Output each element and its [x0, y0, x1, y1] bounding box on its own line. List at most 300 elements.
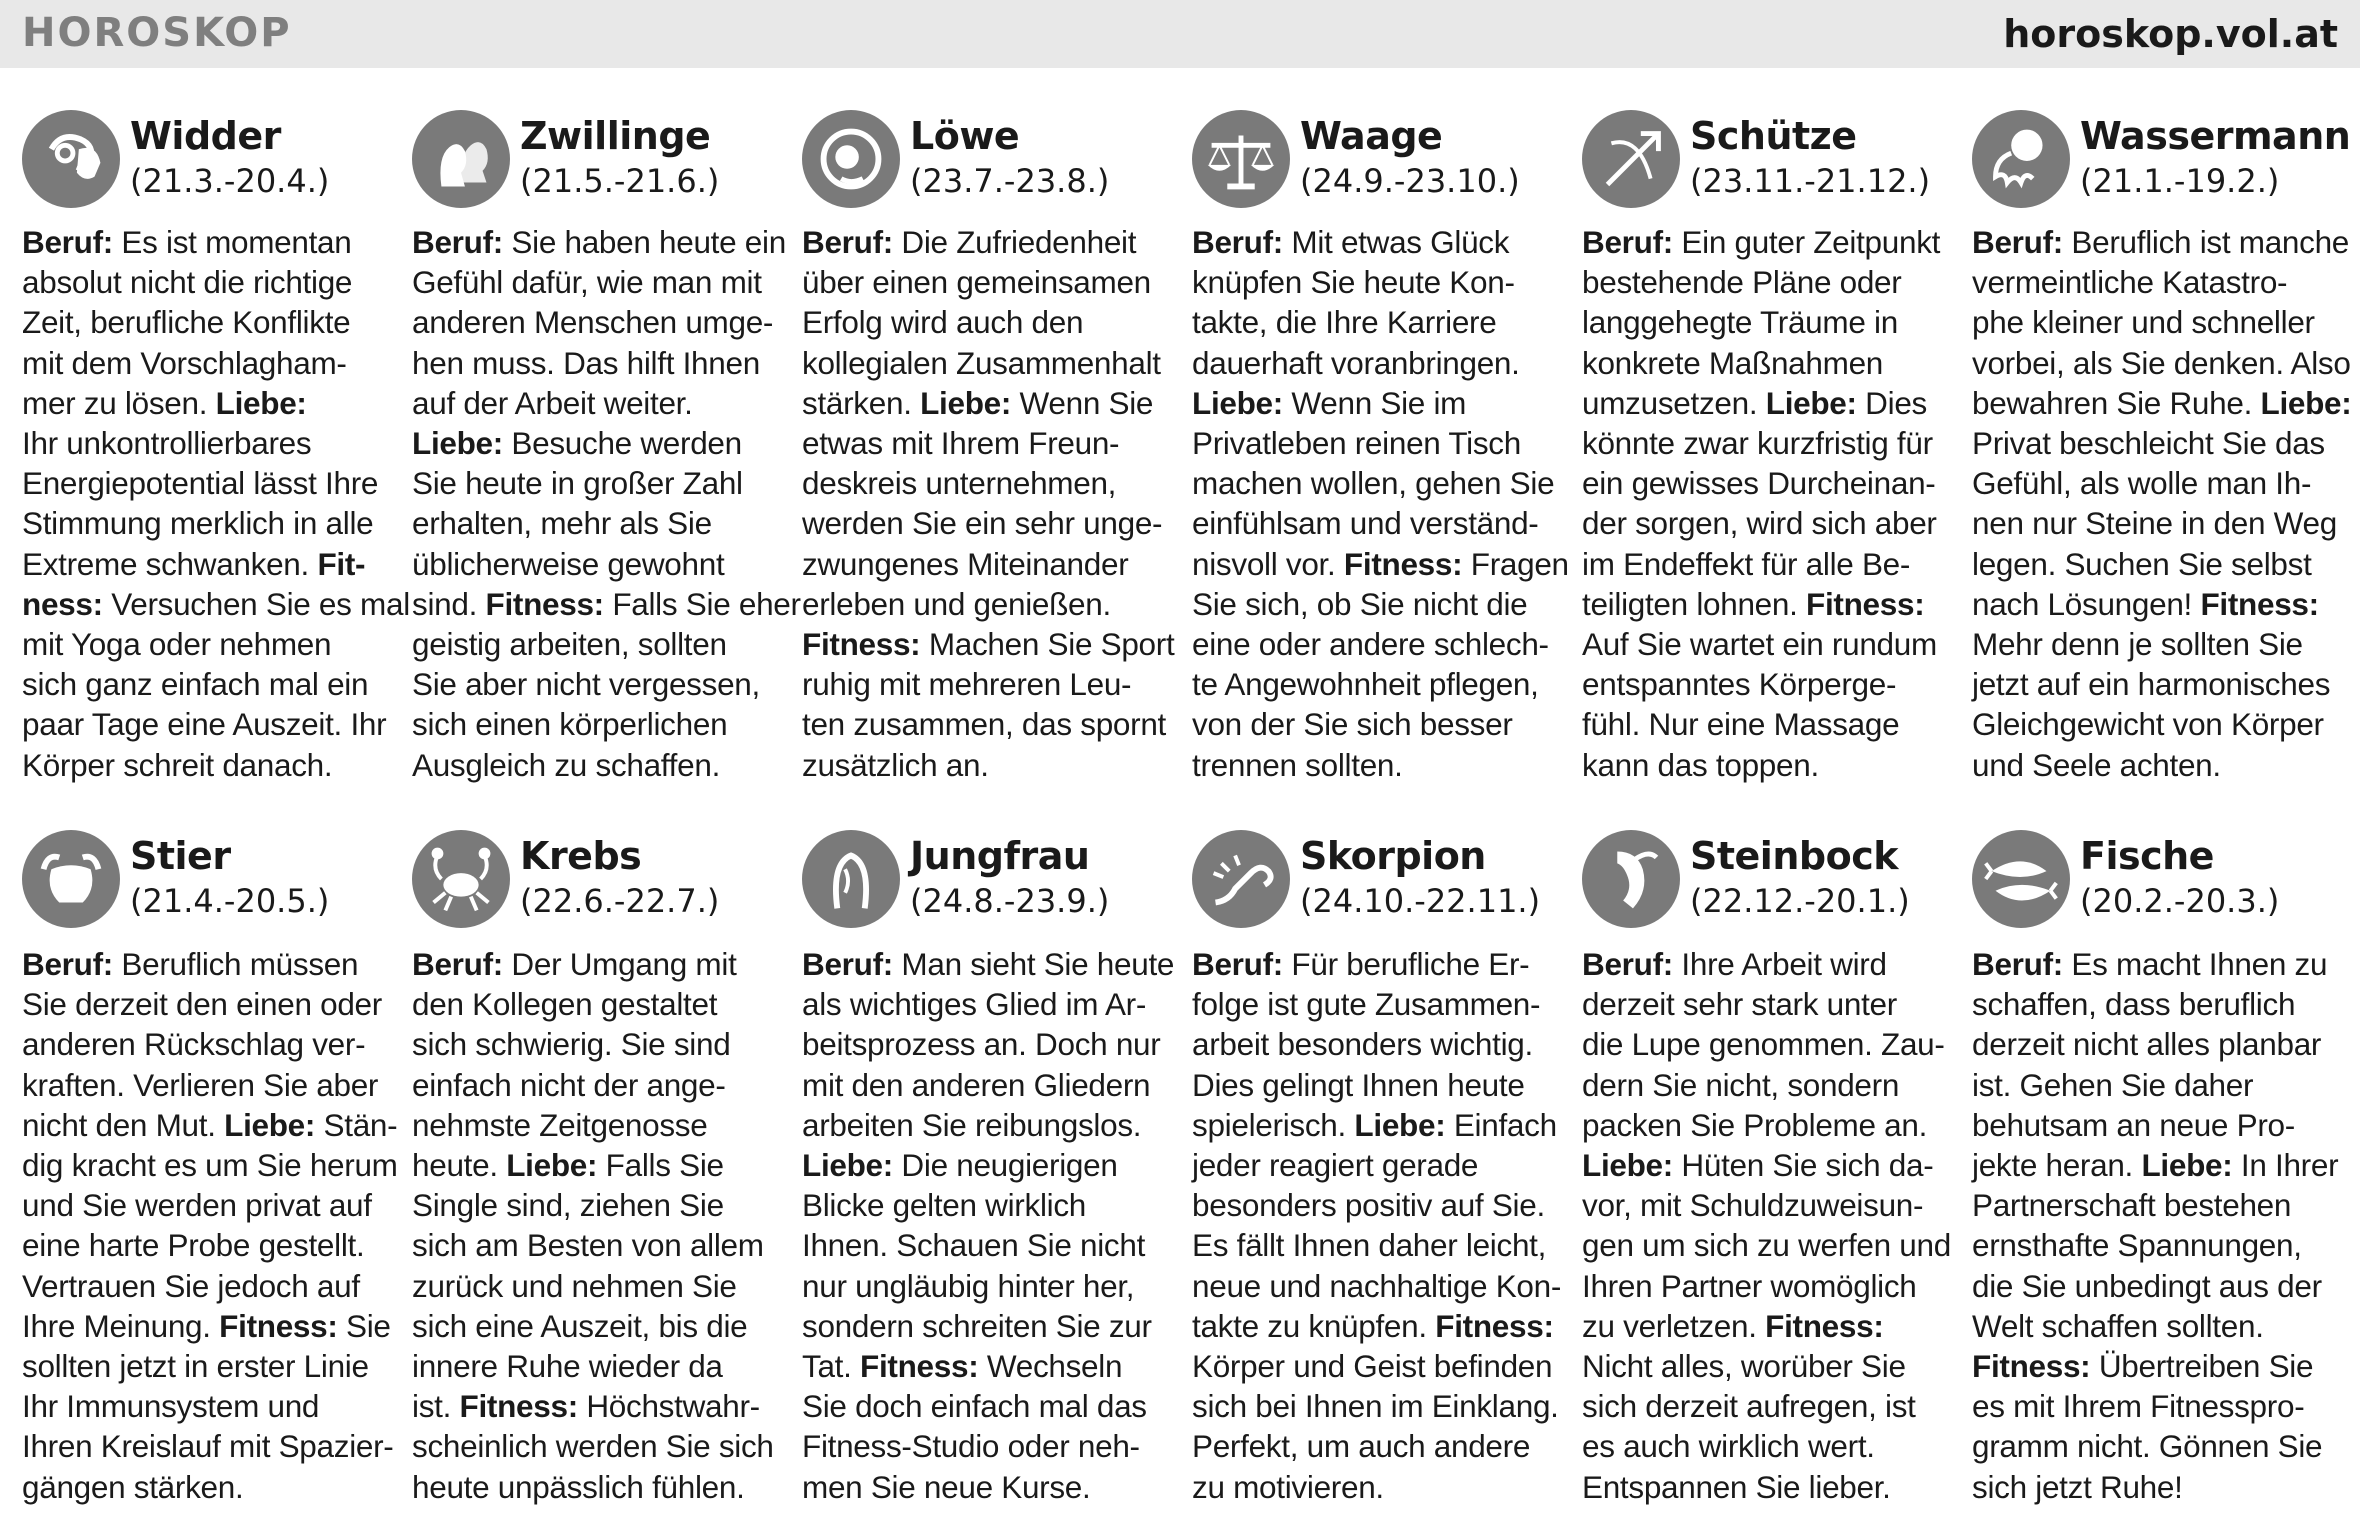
- text-line: [22, 383, 392, 423]
- text-segment: Fragen: [1462, 545, 1569, 582]
- category-label: Fitness:: [802, 626, 921, 663]
- text-line: [802, 544, 1172, 584]
- text-segment: kraften. Verlieren Sie aber: [22, 1066, 379, 1103]
- text-segment: arbeit besonders wichtig.: [1192, 1026, 1533, 1063]
- sign-name: Zwillinge: [520, 114, 711, 158]
- sign-header: [1972, 828, 2342, 934]
- text-segment: Ihnen. Schauen Sie nicht: [802, 1227, 1146, 1264]
- text-segment: ein gewisses Durcheinan-: [1582, 465, 1936, 502]
- text-line: [1192, 1386, 1562, 1426]
- text-line: [22, 343, 392, 383]
- text-line: [22, 1467, 392, 1507]
- text-line: [22, 1426, 392, 1466]
- text-segment: Perfekt, um auch andere: [1192, 1428, 1531, 1465]
- text-segment: jeder reagiert gerade: [1192, 1147, 1479, 1184]
- text-segment: geistig arbeiten, sollten: [412, 626, 727, 663]
- text-segment: als wichtiges Glied im Ar-: [802, 986, 1147, 1023]
- horoscope-text: [1582, 944, 1952, 1507]
- page-title: HOROSKOP: [22, 10, 292, 56]
- text-line: [1972, 1346, 2342, 1386]
- text-segment: takte, die Ihre Karriere: [1192, 304, 1497, 341]
- text-segment: arbeiten Sie reibungslos.: [802, 1106, 1142, 1143]
- text-segment: langgehegte Träume in: [1582, 304, 1898, 341]
- sign-name: Wassermann: [2080, 114, 2351, 158]
- text-segment: Ihre Arbeit wird: [1672, 946, 1887, 982]
- text-segment: entspanntes Körperge-: [1582, 666, 1897, 703]
- text-segment: Übertreiben Sie: [2090, 1348, 2314, 1385]
- category-label: Liebe:: [506, 1147, 598, 1184]
- text-segment: schaffen, dass beruflich: [1972, 986, 2296, 1023]
- text-segment: Partnerschaft bestehen: [1972, 1187, 2292, 1224]
- text-line: [802, 262, 1172, 302]
- text-segment: zurück und nehmen Sie: [412, 1267, 737, 1304]
- text-line: [802, 1386, 1172, 1426]
- text-segment: Wenn Sie im: [1282, 384, 1467, 421]
- text-line: [1192, 423, 1562, 463]
- text-segment: Single sind, ziehen Sie: [412, 1187, 724, 1224]
- sign-widder: [22, 108, 410, 828]
- text-segment: Tat.: [802, 1348, 861, 1385]
- scales-icon: [1192, 110, 1290, 208]
- text-line: [1582, 984, 1952, 1024]
- text-segment: heute.: [412, 1147, 507, 1184]
- category-label: Beruf:: [1972, 946, 2063, 982]
- text-segment: üblicherweise gewohnt: [412, 545, 725, 582]
- text-line: [412, 302, 782, 342]
- text-segment: Es fällt Ihnen daher leicht,: [1192, 1227, 1547, 1264]
- text-segment: sich einen körperlichen: [412, 706, 728, 743]
- text-segment: jekte heran.: [1972, 1147, 2142, 1184]
- text-segment: mer zu lösen.: [22, 384, 216, 421]
- text-line: [412, 1346, 782, 1386]
- text-line: [22, 704, 392, 744]
- text-line: [1192, 222, 1562, 262]
- text-segment: Gleichgewicht von Körper: [1972, 706, 2324, 743]
- text-segment: Mehr denn je sollten Sie: [1972, 626, 2303, 663]
- text-line: [802, 222, 1172, 262]
- text-line: [802, 664, 1172, 704]
- category-label: Beruf:: [22, 224, 113, 260]
- text-line: [1972, 624, 2342, 664]
- text-line: [1192, 664, 1562, 704]
- sign-dates: (22.6.-22.7.): [520, 882, 720, 920]
- text-line: [412, 1145, 782, 1185]
- sign-fische: [1972, 828, 2342, 1505]
- text-line: [1582, 463, 1952, 503]
- sign-dates: (20.2.-20.3.): [2080, 882, 2280, 920]
- text-segment: vorbei, als Sie denken. Also: [1972, 344, 2351, 381]
- text-segment: Sie sich, ob Sie nicht die: [1192, 585, 1528, 622]
- text-segment: Beruflich müssen: [112, 946, 359, 982]
- ibex-icon: [1582, 830, 1680, 928]
- text-line: [412, 463, 782, 503]
- text-segment: die Lupe genommen. Zau-: [1582, 1026, 1945, 1063]
- category-label: Fitness:: [2200, 585, 2319, 622]
- bull-icon: [22, 830, 120, 928]
- text-segment: Beruflich ist manche: [2062, 224, 2350, 260]
- text-segment: sollten jetzt in erster Linie: [22, 1348, 369, 1385]
- text-line: [1192, 1065, 1562, 1105]
- category-label: Beruf:: [802, 224, 893, 260]
- text-line: [1582, 1346, 1952, 1386]
- text-line: [22, 944, 392, 984]
- text-line: [1582, 584, 1952, 624]
- text-segment: In Ihrer: [2232, 1147, 2339, 1184]
- text-segment: konkrete Maßnahmen: [1582, 344, 1884, 381]
- text-segment: auf der Arbeit weiter.: [412, 384, 693, 421]
- text-segment: Besuche werden: [502, 425, 742, 462]
- category-label: Fitness:: [1806, 585, 1925, 622]
- text-segment: kollegialen Zusammenhalt: [802, 344, 1161, 381]
- text-segment: werden Sie ein sehr unge-: [802, 505, 1163, 542]
- text-segment: ist.: [412, 1388, 460, 1425]
- text-line: [22, 1024, 392, 1064]
- text-segment: Man sieht Sie heute: [892, 946, 1175, 982]
- text-segment: und Sie werden privat auf: [22, 1187, 372, 1224]
- text-line: [1582, 1467, 1952, 1507]
- text-line: [1582, 704, 1952, 744]
- text-segment: erhalten, mehr als Sie: [412, 505, 712, 542]
- sign-header: [1972, 108, 2351, 214]
- text-segment: innere Ruhe wieder da: [412, 1348, 723, 1385]
- text-segment: anderen Rückschlag ver-: [22, 1026, 366, 1063]
- text-line: [1972, 1467, 2342, 1507]
- text-line: [412, 1306, 782, 1346]
- ram-icon: [22, 110, 120, 208]
- text-line: [412, 624, 782, 664]
- sign-dates: (23.11.-21.12.): [1690, 162, 1931, 200]
- text-line: [1582, 944, 1952, 984]
- category-label: Fitness:: [219, 1307, 338, 1344]
- category-label: Liebe:: [215, 384, 307, 421]
- text-line: [1192, 704, 1562, 744]
- text-segment: spielerisch.: [1192, 1106, 1355, 1143]
- text-line: [802, 503, 1172, 543]
- text-segment: Körper und Geist befinden: [1192, 1348, 1553, 1385]
- category-label: Fitness:: [1972, 1348, 2091, 1385]
- text-line: [802, 584, 1172, 624]
- text-segment: Erfolg wird auch den: [802, 304, 1084, 341]
- text-line: [802, 1346, 1172, 1386]
- text-line: [1582, 343, 1952, 383]
- text-line: [1192, 383, 1562, 423]
- sign-schuetze: [1582, 108, 1952, 828]
- text-segment: zusätzlich an.: [802, 746, 989, 783]
- text-segment: etwas mit Ihrem Freun-: [802, 425, 1120, 462]
- text-segment: nicht den Mut.: [22, 1106, 225, 1143]
- text-segment: Stimmung merklich in alle: [22, 505, 374, 542]
- text-segment: vermeintliche Katastro-: [1972, 264, 2288, 301]
- text-line: [22, 1185, 392, 1225]
- text-line: [1972, 544, 2342, 584]
- text-segment: besonders positiv auf Sie.: [1192, 1187, 1545, 1224]
- text-segment: Gefühl dafür, wie man mit: [412, 264, 762, 301]
- sign-header: [802, 108, 1172, 214]
- text-segment: Sie: [337, 1307, 391, 1344]
- text-line: [1582, 423, 1952, 463]
- text-segment: folge ist gute Zusammen-: [1192, 986, 1541, 1023]
- text-segment: Sie doch einfach mal das: [802, 1388, 1147, 1425]
- text-segment: beitsprozess an. Doch nur: [802, 1026, 1161, 1063]
- category-label: Liebe:: [1354, 1106, 1446, 1143]
- text-segment: Energiepotential lässt Ihre: [22, 465, 379, 502]
- text-segment: zwungenes Miteinander: [802, 545, 1129, 582]
- text-line: [1972, 664, 2342, 704]
- lion-icon: [802, 110, 900, 208]
- sign-header: [1582, 108, 1952, 214]
- horoscope-text: [1972, 222, 2352, 785]
- text-line: [802, 1065, 1172, 1105]
- text-segment: und Seele achten.: [1972, 746, 2221, 783]
- text-line: [1972, 745, 2342, 785]
- text-segment: einfühlsam und verständ-: [1192, 505, 1539, 542]
- category-label: Beruf:: [1972, 224, 2063, 260]
- text-line: [802, 1024, 1172, 1064]
- header-bar: [0, 0, 2360, 68]
- text-segment: zu verletzen.: [1582, 1307, 1766, 1344]
- text-line: [412, 222, 786, 262]
- sign-name: Widder: [130, 114, 281, 158]
- sign-loewe: [802, 108, 1175, 828]
- text-line: [22, 1225, 392, 1265]
- text-line: [1972, 1306, 2342, 1346]
- text-line: [22, 262, 392, 302]
- text-line: [802, 704, 1172, 744]
- text-line: [802, 423, 1172, 463]
- sign-dates: (21.1.-19.2.): [2080, 162, 2280, 200]
- sign-waage: [1192, 108, 1569, 828]
- category-label: Beruf:: [802, 946, 893, 982]
- sign-dates: (23.7.-23.8.): [910, 162, 1110, 200]
- text-segment: sondern schreiten Sie zur: [802, 1307, 1152, 1344]
- text-segment: heute unpässlich fühlen.: [412, 1468, 745, 1505]
- text-segment: nen nur Steine in den Weg: [1972, 505, 2337, 542]
- text-line: [412, 704, 782, 744]
- text-segment: umzusetzen.: [1582, 384, 1766, 421]
- sign-header: [412, 828, 782, 934]
- text-segment: einfach nicht der ange-: [412, 1066, 726, 1103]
- text-line: [802, 1185, 1172, 1225]
- text-line: [1972, 343, 2351, 383]
- text-line: [1972, 944, 2342, 984]
- text-segment: Einfach: [1445, 1106, 1557, 1143]
- text-line: [802, 1145, 1172, 1185]
- text-line: [1972, 463, 2342, 503]
- text-line: [1192, 624, 1562, 664]
- text-segment: legen. Suchen Sie selbst: [1972, 545, 2312, 582]
- text-line: [22, 1065, 392, 1105]
- text-line: [1192, 745, 1562, 785]
- text-segment: ruhig mit mehreren Leu-: [802, 666, 1132, 703]
- sign-zwillinge: [412, 108, 801, 828]
- text-line: [1582, 503, 1952, 543]
- sign-wassermann: [1972, 108, 2352, 828]
- text-segment: stärken.: [802, 384, 921, 421]
- text-segment: takte zu knüpfen.: [1192, 1307, 1436, 1344]
- category-label: ness:: [22, 585, 103, 622]
- text-segment: Zeit, berufliche Konflikte: [22, 304, 351, 341]
- text-line: [1582, 544, 1952, 584]
- text-segment: Welt schaffen sollten.: [1972, 1307, 2264, 1344]
- text-segment: deskreis unternehmen,: [802, 465, 1117, 502]
- text-segment: der sorgen, wird sich aber: [1582, 505, 1937, 542]
- category-label: Liebe:: [2260, 384, 2352, 421]
- text-segment: derzeit nicht alles planbar: [1972, 1026, 2322, 1063]
- category-label: Liebe:: [1582, 1147, 1673, 1184]
- text-line: [1972, 984, 2342, 1024]
- text-line: [1972, 383, 2352, 423]
- text-line: [1582, 1105, 1952, 1145]
- text-line: [1192, 584, 1562, 624]
- text-segment: dern Sie nicht, sondern: [1582, 1066, 1900, 1103]
- text-line: [22, 1105, 398, 1145]
- text-line: [412, 1065, 782, 1105]
- text-segment: sich schwierig. Sie sind: [412, 1026, 731, 1063]
- text-line: [802, 1266, 1172, 1306]
- text-line: [1582, 222, 1952, 262]
- text-segment: Falls Sie: [597, 1147, 724, 1184]
- text-line: [22, 302, 392, 342]
- horoscope-text: [1192, 944, 1562, 1507]
- text-line: [802, 1105, 1172, 1145]
- text-segment: sich ganz einfach mal ein: [22, 666, 369, 703]
- text-segment: Hüten Sie sich da-: [1672, 1147, 1934, 1184]
- text-line: [22, 1346, 392, 1386]
- text-line: [22, 222, 392, 262]
- fish-icon: [1972, 830, 2070, 928]
- text-line: [1582, 1185, 1952, 1225]
- text-segment: mit den anderen Gliedern: [802, 1066, 1151, 1103]
- text-line: [22, 1386, 392, 1426]
- text-segment: Dies gelingt Ihnen heute: [1192, 1066, 1525, 1103]
- text-segment: Körper schreit danach.: [22, 746, 333, 783]
- text-segment: zu motivieren.: [1192, 1468, 1384, 1505]
- text-segment: neue und nachhaltige Kon-: [1192, 1267, 1562, 1304]
- virgin-icon: [802, 830, 900, 928]
- text-segment: eine harte Probe gestellt.: [22, 1227, 365, 1264]
- category-label: Beruf:: [1582, 224, 1673, 260]
- text-segment: Ihren Kreislauf mit Spazier-: [22, 1428, 394, 1465]
- text-line: [802, 1306, 1172, 1346]
- sign-name: Stier: [130, 834, 231, 878]
- text-segment: dig kracht es um Sie herum: [22, 1147, 398, 1184]
- category-label: Beruf:: [22, 946, 113, 982]
- text-segment: sich jetzt Ruhe!: [1972, 1468, 2183, 1505]
- text-segment: derzeit sehr stark unter: [1582, 986, 1897, 1023]
- text-segment: phe kleiner und schneller: [1972, 304, 2315, 341]
- text-segment: Stän-: [315, 1106, 398, 1143]
- category-label: Fit-: [317, 545, 366, 582]
- text-line: [1582, 1386, 1952, 1426]
- text-segment: teiligten lohnen.: [1582, 585, 1807, 622]
- text-line: [412, 423, 782, 463]
- text-line: [1582, 664, 1952, 704]
- text-line: [1582, 1024, 1952, 1064]
- text-line: [1192, 544, 1569, 584]
- text-line: [412, 944, 782, 984]
- text-line: [412, 343, 782, 383]
- text-line: [22, 745, 392, 785]
- sign-dates: (21.4.-20.5.): [130, 882, 330, 920]
- text-line: [1192, 1105, 1562, 1145]
- sign-dates: (22.12.-20.1.): [1690, 882, 1910, 920]
- text-segment: mit Yoga oder nehmen: [22, 626, 332, 663]
- text-line: [22, 1306, 392, 1346]
- text-segment: sich am Besten von allem: [412, 1227, 764, 1264]
- text-segment: Machen Sie Sport: [920, 626, 1175, 663]
- text-segment: Höchstwahr-: [577, 1388, 760, 1425]
- sign-dates: (24.9.-23.10.): [1300, 162, 1520, 200]
- text-line: [1192, 1266, 1562, 1306]
- sign-name: Skorpion: [1300, 834, 1486, 878]
- category-label: Beruf:: [412, 224, 503, 260]
- text-line: [1582, 1266, 1952, 1306]
- site-url: horoskop.vol.at: [2003, 12, 2338, 56]
- sign-dates: (21.5.-21.6.): [520, 162, 720, 200]
- text-line: [1972, 1386, 2342, 1426]
- text-segment: Privatleben reinen Tisch: [1192, 425, 1521, 462]
- text-segment: könnte zwar kurzfristig für: [1582, 425, 1933, 462]
- text-segment: sich derzeit aufregen, ist: [1582, 1388, 1916, 1425]
- text-line: [22, 463, 392, 503]
- text-line: [1582, 1306, 1952, 1346]
- crab-icon: [412, 830, 510, 928]
- horoscope-text: [412, 222, 801, 785]
- text-line: [802, 383, 1172, 423]
- text-line: [802, 624, 1175, 664]
- text-line: [1192, 1426, 1562, 1466]
- text-line: [412, 984, 782, 1024]
- text-line: [1192, 1225, 1562, 1265]
- text-segment: nehmste Zeitgenosse: [412, 1106, 708, 1143]
- text-line: [412, 1185, 782, 1225]
- category-label: Fitness:: [485, 585, 604, 622]
- sign-name: Krebs: [520, 834, 642, 878]
- text-line: [802, 302, 1172, 342]
- sign-header: [1582, 828, 1952, 934]
- text-line: [22, 1266, 392, 1306]
- category-label: Beruf:: [1192, 946, 1283, 982]
- horoscope-text: [1972, 944, 2342, 1507]
- sign-name: Schütze: [1690, 114, 1857, 158]
- text-segment: Gefühl, als wolle man Ih-: [1972, 465, 2312, 502]
- text-segment: ernsthafte Spannungen,: [1972, 1227, 2302, 1264]
- text-line: [802, 1225, 1172, 1265]
- text-segment: dauerhaft voranbringen.: [1192, 344, 1520, 381]
- category-label: Beruf:: [1582, 946, 1673, 982]
- text-segment: Dies: [1856, 384, 1927, 421]
- scorpion-icon: [1192, 830, 1290, 928]
- text-line: [412, 262, 782, 302]
- text-segment: bewahren Sie Ruhe.: [1972, 384, 2261, 421]
- text-line: [802, 1467, 1172, 1507]
- category-label: Beruf:: [412, 946, 503, 982]
- text-line: [1972, 1266, 2342, 1306]
- text-line: [802, 463, 1172, 503]
- text-line: [802, 944, 1175, 984]
- text-segment: im Endeffekt für alle Be-: [1582, 545, 1911, 582]
- text-segment: nisvoll vor.: [1192, 545, 1344, 582]
- text-line: [802, 1426, 1172, 1466]
- text-line: [1192, 1024, 1562, 1064]
- text-line: [1972, 1105, 2342, 1145]
- text-segment: bestehende Pläne oder: [1582, 264, 1902, 301]
- text-line: [412, 1024, 782, 1064]
- sign-name: Jungfrau: [910, 834, 1090, 878]
- text-segment: von der Sie sich besser: [1192, 706, 1513, 743]
- horoscope-text: [802, 222, 1175, 785]
- text-segment: Ihr Immunsystem und: [22, 1388, 320, 1425]
